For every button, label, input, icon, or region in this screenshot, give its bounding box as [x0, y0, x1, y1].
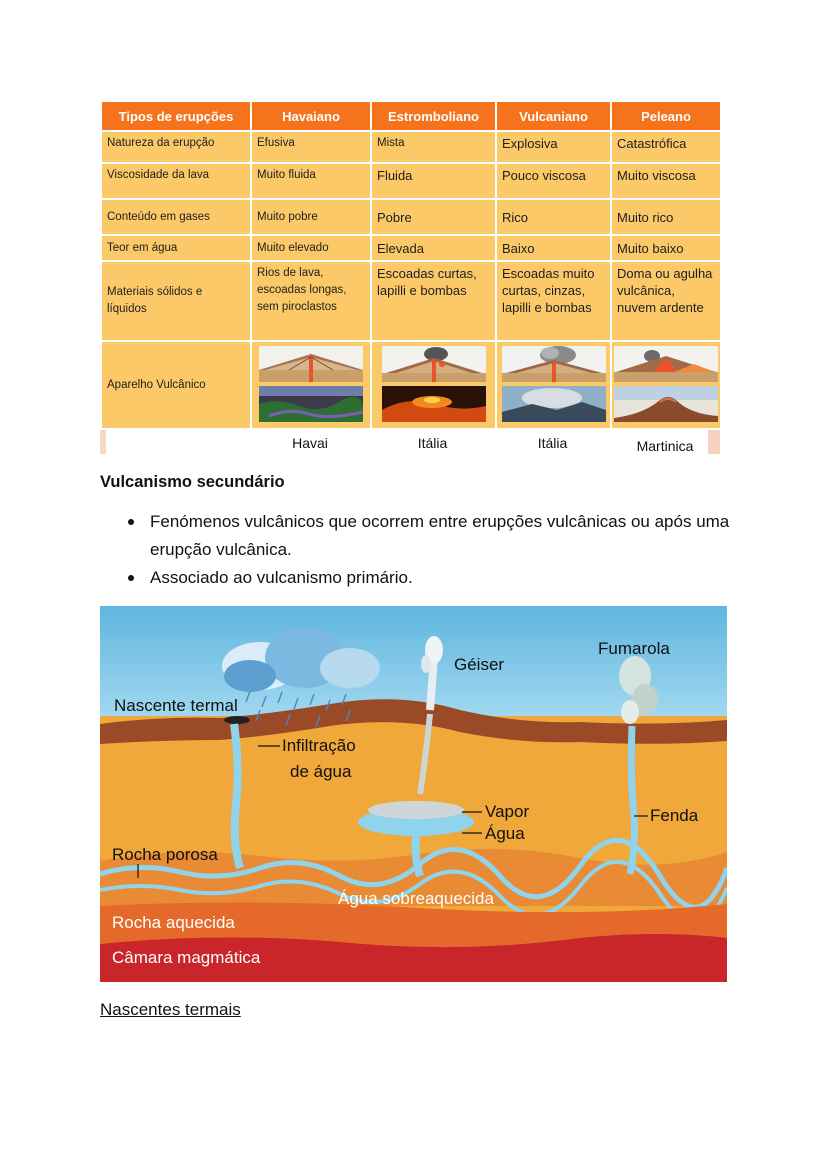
row-label: Viscosidade da lava	[101, 163, 251, 199]
table-cell: Elevada	[371, 235, 496, 261]
location-label: Martinica	[636, 438, 694, 454]
vapor-label: Vapor	[485, 802, 530, 821]
table-cell: Explosiva	[496, 131, 611, 163]
volcano-cross-section-image	[259, 346, 363, 382]
table-header-cell: Vulcaniano	[496, 101, 611, 131]
table-cell: Rico	[496, 199, 611, 235]
location-label: Itália	[417, 435, 448, 451]
table-cell: Muito fluida	[251, 163, 371, 199]
lava-dome-photo	[614, 386, 718, 422]
volcano-cross-section-image	[614, 346, 718, 382]
table-cell: Fluida	[371, 163, 496, 199]
row-label: Aparelho Vulcânico	[101, 341, 251, 429]
superheated-water-label: Água sobreaquecida	[338, 889, 494, 908]
geyser-label: Géiser	[454, 655, 505, 674]
table-cell: Muito viscosa	[611, 163, 721, 199]
heated-rock-label: Rocha aquecida	[112, 913, 235, 932]
table-row	[101, 341, 721, 429]
table-header-cell: Peleano	[611, 101, 721, 131]
eruption-photo	[382, 386, 486, 422]
secondary-volcanism-diagram	[100, 606, 727, 982]
volcano-images-pelean	[611, 341, 721, 429]
table-cell: Rios de lava, escoadas longas, sem piroclastos	[251, 261, 371, 341]
water-label: Água	[485, 824, 525, 843]
ash-cloud-photo	[502, 386, 606, 422]
table-cell: Mista	[371, 131, 496, 163]
porous-rock-label: Rocha porosa	[112, 845, 218, 864]
table-row	[101, 163, 721, 199]
infiltration-label: Infiltração	[282, 736, 356, 755]
row-label: Conteúdo em gases	[101, 199, 251, 235]
table-row	[101, 199, 721, 235]
list-item: Associado ao vulcanismo primário.	[100, 564, 740, 592]
table-cell: Pouco viscosa	[496, 163, 611, 199]
table-row	[101, 131, 721, 163]
table-cell: Pobre	[371, 199, 496, 235]
table-header-row	[101, 101, 721, 131]
magma-chamber-label: Câmara magmática	[112, 948, 261, 967]
row-label: Teor em água	[101, 235, 251, 261]
hot-spring-label: Nascente termal	[114, 696, 238, 715]
table-cell: Muito rico	[611, 199, 721, 235]
image-edge	[100, 430, 106, 454]
table-header-cell: Estromboliano	[371, 101, 496, 131]
bullet-list	[100, 508, 740, 592]
lava-field-photo	[259, 386, 363, 422]
table-header-cell: Havaiano	[251, 101, 371, 131]
location-label: Havai	[292, 435, 328, 451]
table-cell: Muito elevado	[251, 235, 371, 261]
row-label: Materiais sólidos e líquidos	[101, 261, 251, 341]
table-cell: Escoadas muito curtas, cinzas, lapilli e bombas	[496, 261, 611, 341]
table-cell: Baixo	[496, 235, 611, 261]
volcano-images-vulcanian	[496, 341, 611, 429]
table-cell: Efusiva	[251, 131, 371, 163]
table-header-cell: Tipos de erupções	[101, 101, 251, 131]
table-cell: Catastrófica	[611, 131, 721, 163]
location-label: Itália	[537, 435, 568, 451]
subsection-heading: Nascentes termais	[100, 1000, 241, 1019]
fumarole-label: Fumarola	[598, 639, 670, 658]
volcano-cross-section-image	[382, 346, 486, 382]
list-item: Fenómenos vulcânicos que ocorrem entre erupções vulcânicas ou após uma erupção vulcânica.	[100, 508, 740, 564]
table-row	[101, 235, 721, 261]
table-cell: Muito baixo	[611, 235, 721, 261]
volcano-cross-section-image	[502, 346, 606, 382]
fissure-label: Fenda	[650, 806, 699, 825]
infiltration-label: de água	[290, 762, 352, 781]
table-row	[101, 261, 721, 341]
volcano-images-strombolian	[371, 341, 496, 429]
section-heading: Vulcanismo secundário	[100, 473, 285, 491]
table-cell: Doma ou agulha vulcânica, nuvem ardente	[611, 261, 721, 341]
eruption-types-table	[100, 100, 720, 430]
row-label: Natureza da erupção	[101, 131, 251, 163]
table-cell: Escoadas curtas, lapilli e bombas	[371, 261, 496, 341]
table-cell: Muito pobre	[251, 199, 371, 235]
volcano-locations-row	[100, 430, 720, 454]
volcano-images-hawaiian	[251, 341, 371, 429]
